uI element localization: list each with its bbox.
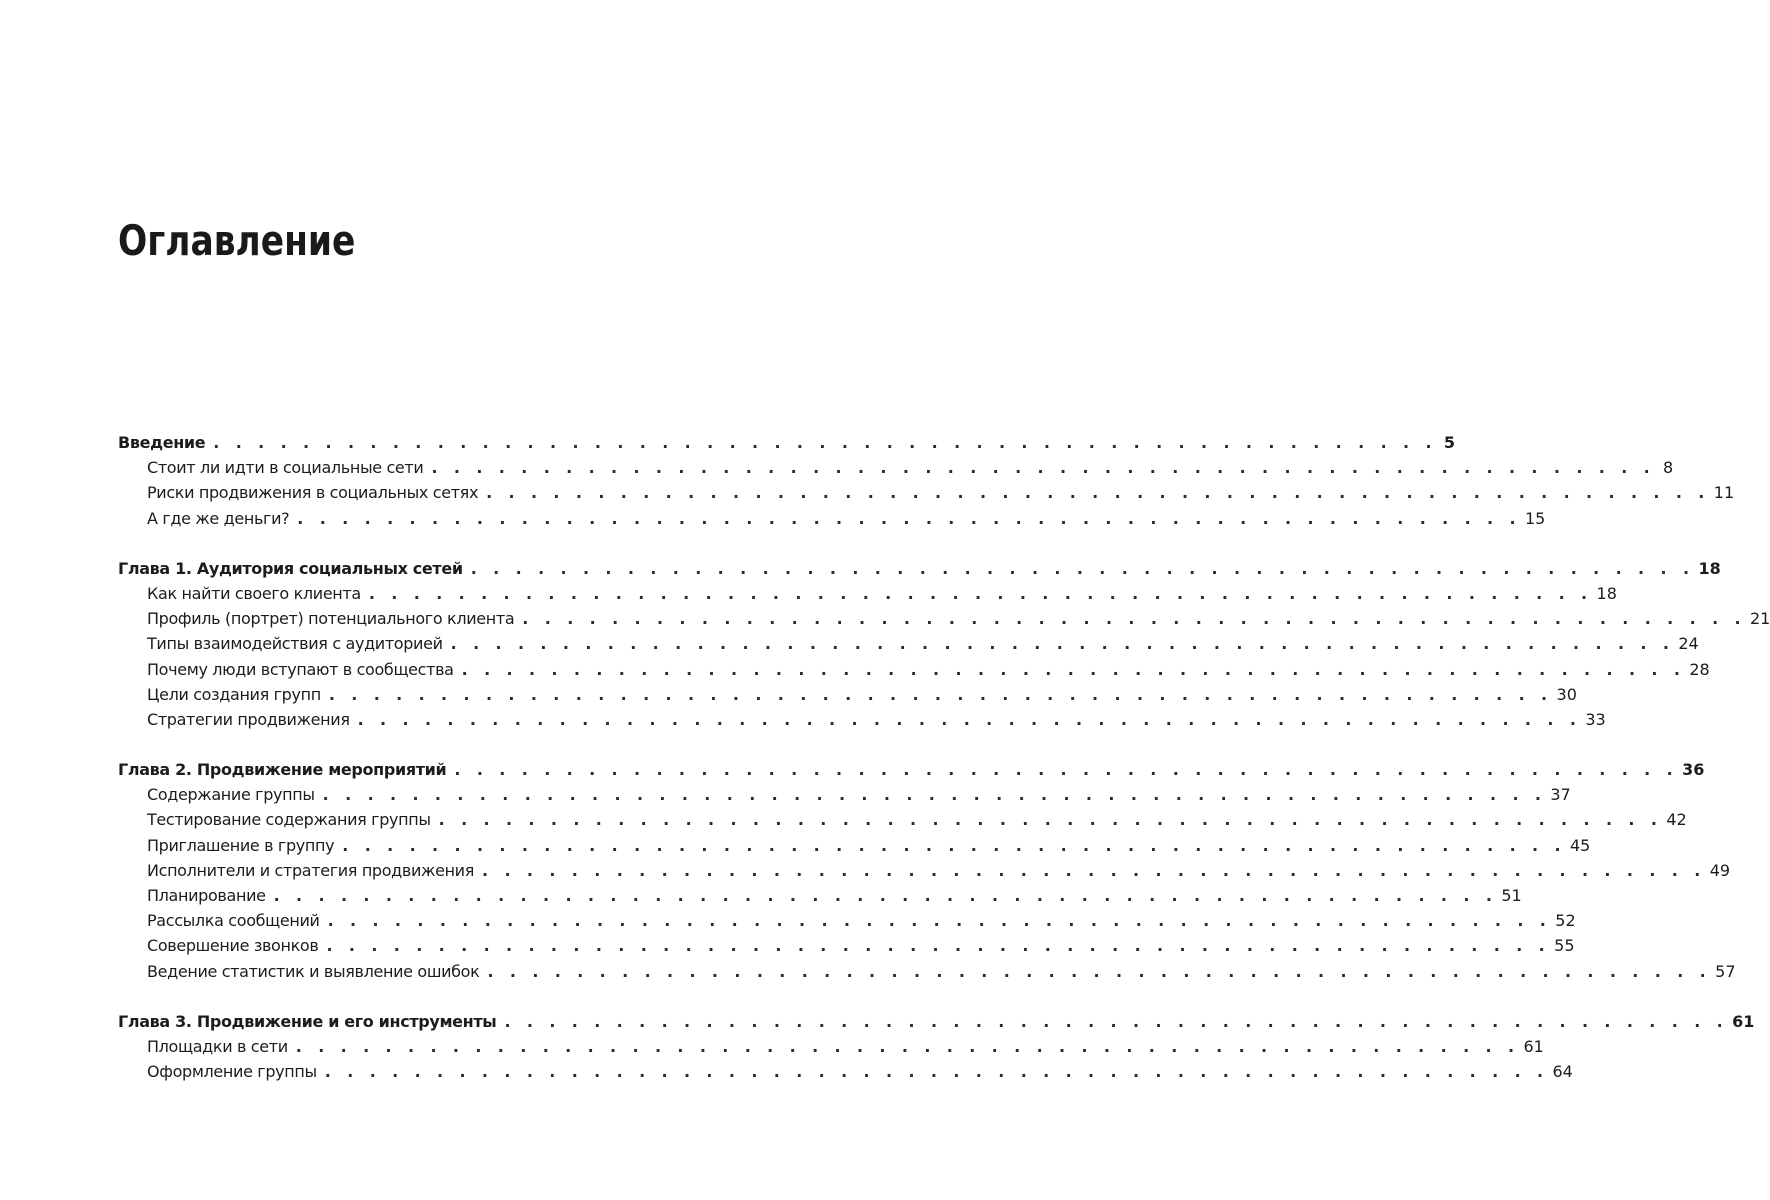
toc-subsection-entry[interactable] [118,657,1710,682]
dot-leader: . . . . . . . . . . . . . . . . . . . . . . . . . . . . . . . . . . . . . . . . . . . . . . . . . . . . . . . [327,911,1552,931]
toc-entry-title: Глава 3. Продвижение и его инструменты [118,1011,497,1031]
toc-subsection-entry[interactable] [118,606,1770,631]
dot-leader: . . . . . . . . . . . . . . . . . . . . . . . . . . . . . . . . . . . . . . . . . . . . . . . . . . . . . . . [431,458,1656,478]
toc-page-number: 11 [1713,483,1735,503]
toc-page-number: 61 [1732,1011,1755,1031]
dot-leader: . . . . . . . . . . . . . . . . . . . . . . . . . . . . . . . . . . . . . . . . . . . . . . . . . . . . . . . [461,659,1686,679]
toc-section [118,1009,1755,1085]
toc-entry-title: Профиль (портрет) потенциального клиента [147,609,515,629]
toc-page-number: 51 [1501,886,1522,905]
toc-entry-title: Приглашение в группу [147,835,335,855]
toc-subsection-entry[interactable] [118,908,1576,933]
toc-subsection-entry[interactable] [118,631,1699,656]
toc-page-number: 18 [1698,558,1721,578]
toc-subsection-entry[interactable] [118,807,1687,832]
toc-entry-title: Как найти своего клиента [147,583,361,603]
toc-chapter-entry[interactable] [118,1009,1755,1034]
dot-leader: . . . . . . . . . . . . . . . . . . . . . . . . . . . . . . . . . . . . . . . . . . . . . . . . . . . . . . . [438,810,1663,830]
toc-chapter-entry[interactable] [118,757,1705,782]
toc-entry-title: Рассылка сообщений [147,911,320,931]
toc-subsection-entry[interactable] [118,883,1522,908]
table-of-contents [118,430,1770,1109]
toc-entry-title: Планирование [147,886,266,905]
toc-entry-title: Совершение звонков [147,936,319,956]
toc-page-number: 21 [1750,609,1770,629]
toc-page-number: 37 [1550,785,1571,805]
dot-leader: . . . . . . . . . . . . . . . . . . . . . . . . . . . . . . . . . . . . . . . . . . . . . . . . . . . . . . . [213,433,1437,452]
toc-entry-title: Исполнители и стратегия продвижения [147,860,475,880]
toc-entry-title: А где же деньги? [147,508,290,528]
toc-page-number: 28 [1689,659,1710,679]
toc-page-number: 55 [1554,936,1575,956]
toc-entry-title: Стоит ли идти в социальные сети [147,458,424,478]
toc-subsection-entry[interactable] [118,581,1617,606]
toc-entry-title: Глава 1. Аудитория социальных сетей [118,558,463,578]
dot-leader: . . . . . . . . . . . . . . . . . . . . . . . . . . . . . . . . . . . . . . . . . . . . . . . . . . . . . . . [522,609,1746,629]
toc-section [118,556,1770,732]
toc-entry-title: Тестирование содержания группы [147,810,431,830]
page-title: Оглавление [118,216,356,265]
toc-page-number: 30 [1556,684,1577,704]
dot-leader: . . . . . . . . . . . . . . . . . . . . . . . . . . . . . . . . . . . . . . . . . . . . . . . . . . . . . . . [342,835,1566,855]
toc-entry-title: Типы взаимодействия с аудиторией [147,634,443,654]
toc-page-number: 5 [1443,433,1455,452]
toc-subsection-entry[interactable] [118,1034,1544,1059]
dot-leader: . . . . . . . . . . . . . . . . . . . . . . . . . . . . . . . . . . . . . . . . . . . . . . . . . . . . . . . [368,583,1593,603]
toc-page-number: 18 [1596,583,1617,603]
toc-subsection-entry[interactable] [118,782,1571,807]
toc-chapter-entry[interactable] [118,556,1721,581]
toc-subsection-entry[interactable] [118,455,1674,480]
toc-subsection-entry[interactable] [118,933,1575,958]
toc-section [118,430,1735,531]
dot-leader: . . . . . . . . . . . . . . . . . . . . . . . . . . . . . . . . . . . . . . . . . . . . . . . . . . . . . . . [324,1062,1549,1082]
dot-leader: . . . . . . . . . . . . . . . . . . . . . . . . . . . . . . . . . . . . . . . . . . . . . . . . . . . . . . . [328,684,1553,704]
toc-subsection-entry[interactable] [118,1059,1573,1084]
toc-page-number: 15 [1524,508,1546,528]
toc-entry-title: Содержание группы [147,785,315,805]
toc-subsection-entry[interactable] [118,959,1736,984]
dot-leader: . . . . . . . . . . . . . . . . . . . . . . . . . . . . . . . . . . . . . . . . . . . . . . . . . . . . . . . [297,508,1521,528]
toc-page-number: 42 [1666,810,1687,830]
toc-entry-title: Цели создания групп [147,684,321,704]
toc-entry-title: Стратегии продвижения [147,709,350,729]
toc-page-number: 49 [1709,860,1731,880]
toc-page-number: 61 [1523,1036,1544,1056]
toc-page-number: 8 [1662,458,1674,478]
dot-leader: . . . . . . . . . . . . . . . . . . . . . . . . . . . . . . . . . . . . . . . . . . . . . . . . . . . . . . . [357,709,1582,729]
toc-page-number: 24 [1678,634,1699,654]
toc-subsection-entry[interactable] [118,707,1606,732]
toc-section [118,757,1736,984]
dot-leader: . . . . . . . . . . . . . . . . . . . . . . . . . . . . . . . . . . . . . . . . . . . . . . . . . . . . . . . [454,760,1679,780]
toc-page-number: 57 [1715,961,1736,981]
toc-entry-title: Глава 2. Продвижение мероприятий [118,760,447,780]
toc-entry-title: Ведение статистик и выявление ошибок [147,961,480,981]
dot-leader: . . . . . . . . . . . . . . . . . . . . . . . . . . . . . . . . . . . . . . . . . . . . . . . . . . . . . . . [470,558,1695,578]
toc-subsection-entry[interactable] [118,682,1577,707]
toc-subsection-entry[interactable] [118,480,1735,505]
toc-entry-title: Почему люди вступают в сообщества [147,659,454,679]
dot-leader: . . . . . . . . . . . . . . . . . . . . . . . . . . . . . . . . . . . . . . . . . . . . . . . . . . . . . . . [486,483,1710,503]
toc-subsection-entry[interactable] [118,858,1731,883]
toc-subsection-entry[interactable] [118,833,1591,858]
dot-leader: . . . . . . . . . . . . . . . . . . . . . . . . . . . . . . . . . . . . . . . . . . . . . . . . . . . . . . . [273,886,1498,905]
toc-page-number: 36 [1682,760,1705,780]
toc-entry-title: Оформление группы [147,1062,317,1082]
toc-page-number: 52 [1555,911,1576,931]
dot-leader: . . . . . . . . . . . . . . . . . . . . . . . . . . . . . . . . . . . . . . . . . . . . . . . . . . . . . . . [482,860,1706,880]
toc-page-number: 45 [1569,835,1591,855]
dot-leader: . . . . . . . . . . . . . . . . . . . . . . . . . . . . . . . . . . . . . . . . . . . . . . . . . . . . . . . [322,785,1547,805]
toc-entry-title: Риски продвижения в социальных сетях [147,483,479,503]
toc-page-number: 64 [1552,1062,1573,1082]
toc-chapter-entry[interactable] [118,430,1455,455]
dot-leader: . . . . . . . . . . . . . . . . . . . . . . . . . . . . . . . . . . . . . . . . . . . . . . . . . . . . . . . [504,1011,1729,1031]
dot-leader: . . . . . . . . . . . . . . . . . . . . . . . . . . . . . . . . . . . . . . . . . . . . . . . . . . . . . . . [450,634,1675,654]
toc-page-number: 33 [1585,709,1606,729]
dot-leader: . . . . . . . . . . . . . . . . . . . . . . . . . . . . . . . . . . . . . . . . . . . . . . . . . . . . . . . [295,1036,1520,1056]
dot-leader: . . . . . . . . . . . . . . . . . . . . . . . . . . . . . . . . . . . . . . . . . . . . . . . . . . . . . . . [326,936,1551,956]
toc-entry-title: Площадки в сети [147,1036,288,1056]
dot-leader: . . . . . . . . . . . . . . . . . . . . . . . . . . . . . . . . . . . . . . . . . . . . . . . . . . . . . . . [487,961,1712,981]
toc-entry-title: Введение [118,433,206,452]
toc-subsection-entry[interactable] [118,506,1546,531]
